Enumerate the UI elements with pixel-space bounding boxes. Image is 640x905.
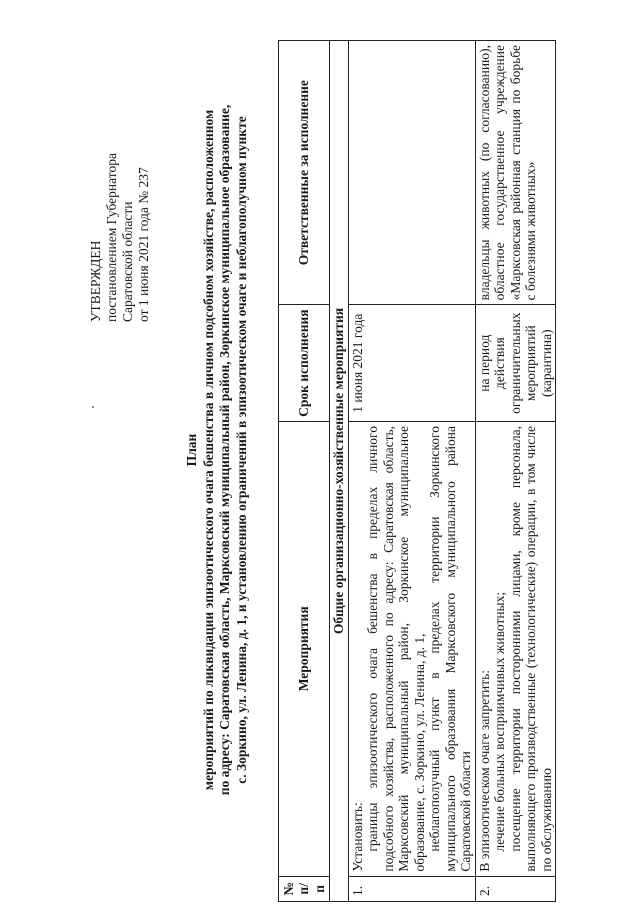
approval-line-4: от 1 июня 2021 года № 237 xyxy=(136,167,151,322)
activity-intro: Установить: xyxy=(349,802,365,872)
activity-paragraph: посещение территории посторонними лицами, кроме персонала, выполняющего производственные (технологические) операции, в том числе по обслуживанию xyxy=(507,425,554,872)
table-row xyxy=(475,41,556,902)
row-term: на период действия ограничительных мероприятий (карантина) xyxy=(475,305,556,422)
activity-paragraph: границы эпизоотического очага бешенства в пределах личного подсобного хозяйства, расположенного по адресу: Саратовская область, Марксовский муниципальный район, Зоркинское муниципальное образование, с. Зоркино, ул. Ленина, д. 1, xyxy=(365,425,427,872)
section-row xyxy=(330,41,349,902)
header-num: № п/п xyxy=(279,876,330,901)
title-line-3: с. Зоркино, ул. Ленина, д. 1, и установлению ограничений в эпизоотическом очаге и неблагополучном пункте xyxy=(233,116,249,784)
approval-line-1: УТВЕРЖДЕН xyxy=(88,240,103,322)
title-plan: План xyxy=(184,433,199,467)
activity-paragraph: неблагополучный пункт в пределах территории Зоркинского муниципального образования Марксовского муниципального района Саратовской области xyxy=(427,425,473,872)
title-line-1: мероприятий по ликвидации эпизоотического очага бешенства в личном подсобном хозяйстве, расположенном xyxy=(200,109,216,791)
section-title: Общие организационно-хозяйственные мероприятия xyxy=(330,41,349,902)
title-line-2: по адресу: Саратовская область, Марксовский муниципальный район, Зоркинское муниципальное образование, xyxy=(217,104,232,796)
table-header-row xyxy=(279,41,330,902)
plan-table xyxy=(278,40,556,902)
table-row xyxy=(348,41,475,902)
approval-line-2: постановлением Губернатора xyxy=(104,153,119,322)
scan-speck xyxy=(92,406,94,408)
approval-line-3: Саратовской области xyxy=(120,201,135,322)
row-activity xyxy=(348,421,475,876)
header-responsible: Ответственные за исполнение xyxy=(279,41,330,305)
document-title xyxy=(184,15,250,885)
row-activity xyxy=(475,421,556,876)
row-number: 1. xyxy=(348,876,475,901)
approval-stamp xyxy=(88,153,152,322)
row-number: 2. xyxy=(475,876,556,901)
header-activity: Мероприятия xyxy=(279,421,330,876)
row-term: 1 июня 2021 года xyxy=(348,305,475,422)
row-responsible xyxy=(348,41,475,305)
header-term: Срок исполнения xyxy=(279,305,330,422)
row-responsible: владельцы животных (по согласованию), областное государственное учреждение «Марксовская районная станция по борьбе с болезнями животных» xyxy=(475,41,556,305)
activity-intro: В эпизоотическом очаге запретить: xyxy=(476,669,492,872)
activity-paragraph: лечение больных восприимчивых животных; xyxy=(492,591,507,852)
